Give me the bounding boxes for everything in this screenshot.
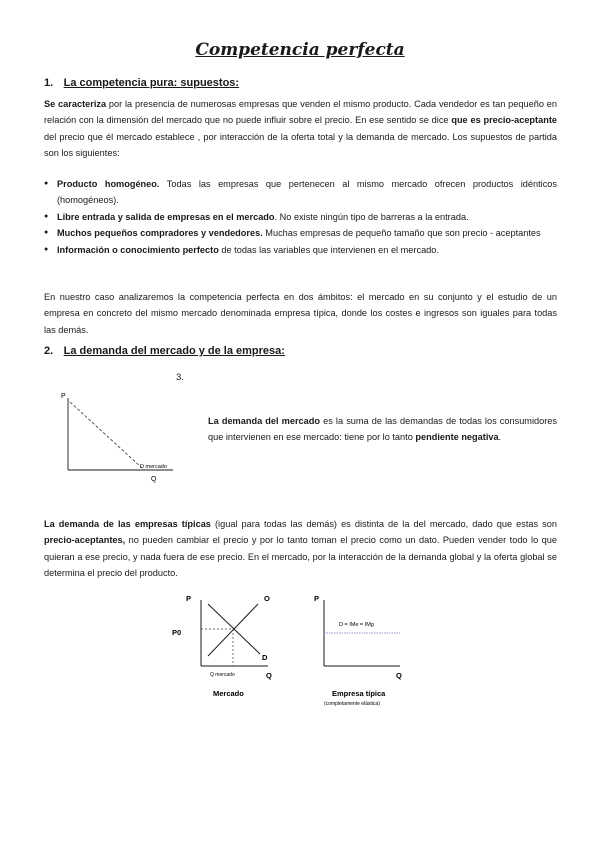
bold-phrase: Se caracteriza — [44, 99, 107, 109]
subcaption-empresa: (completamente elástica) — [324, 701, 380, 707]
item-bold: Libre entrada y salida de empresas en el mercado — [57, 211, 275, 222]
firm-demand-graph — [308, 590, 420, 710]
item-text: . No existe ningún tipo de barreras a la entrada. — [274, 211, 469, 222]
o-label: O — [264, 594, 270, 603]
assumptions-list — [44, 176, 557, 258]
section-1-closing: En nuestro caso analizaremos la competencia perfecta en dos ámbitos: el mercado en su conjunto y el estudio de un empresa en concreto del mismo mercado denominada empresa típica, donde los costes e ingresos son iguales para todas las demás. — [44, 292, 557, 335]
q-label: Q — [396, 671, 402, 680]
firm-demand-paragraph — [44, 516, 557, 582]
list-marker: 3. — [176, 372, 184, 383]
demand-curve — [70, 402, 142, 468]
p-label: P — [186, 594, 192, 603]
demand-curve — [208, 604, 260, 654]
section-1-number: 1. — [44, 77, 54, 89]
section-1-title: La competencia pura: supuestos: — [63, 77, 240, 89]
section-1-paragraph — [44, 96, 557, 162]
demand-line-label: D = IMe = IMg — [339, 622, 374, 628]
q-mercado-label: Q mercado — [210, 672, 235, 678]
list-item — [44, 176, 557, 209]
item-bold: Información o conocimiento perfecto — [57, 244, 219, 255]
q-label: Q — [151, 476, 157, 483]
p-label: P — [314, 594, 320, 603]
section-2-number: 2. — [44, 345, 54, 357]
page-title: Competencia perfecta — [195, 40, 405, 60]
bold-phrase: precio-aceptantes, — [44, 535, 126, 546]
caption-empresa: Empresa típica — [332, 689, 386, 698]
text-run: (igual para todas las demás) es distinta de la del mercado, dado que estas son — [210, 519, 557, 529]
market-equilibrium-graph — [168, 590, 283, 702]
caption-mercado: Mercado — [213, 689, 244, 698]
q-label: Q — [266, 671, 272, 680]
bold-phrase: que es precio-aceptante — [451, 115, 557, 126]
list-item — [44, 242, 557, 258]
item-text: Todas las empresas que pertenecen al mismo mercado ofrecen productos idénticos (homogéneos). — [57, 179, 557, 206]
item-bold: Muchos pequeños compradores y vendedores. — [57, 228, 263, 239]
section-1-heading — [44, 73, 239, 91]
market-demand-graph — [58, 388, 188, 484]
text-run: no pueden cambiar el precio y por lo tanto toman el precio como un dato. Pueden vender todo lo que quieran a ese precio, y nada fuera de ese precio. En el mercado, por la interacción de la demanda global y la oferta global se determina el precio del producto. — [44, 535, 557, 579]
section-2-heading — [44, 341, 285, 359]
text-run: . — [498, 432, 502, 443]
list-item — [44, 225, 557, 241]
item-text: de todas las variables que intervienen en el mercado. — [218, 244, 439, 255]
p0-label: P0 — [172, 628, 182, 637]
curve-label: D mercado — [140, 464, 167, 470]
p-label: P — [61, 393, 66, 400]
bold-phrase: La demanda del mercado — [208, 416, 320, 426]
text-run: es la suma de las demandas de todas los consumidores que intervienen en ese mercado: tiene por lo tanto — [208, 416, 557, 443]
bold-phrase: La demanda de las empresas típicas — [44, 519, 211, 529]
section-2-title: La demanda del mercado y de la empresa: — [63, 345, 285, 357]
item-text: Muchas empresas de pequeño tamaño que son precio - aceptantes — [262, 228, 541, 239]
text-run: por la presencia de numerosas empresas que venden el mismo producto. Cada vendedor es tan pequeño en relación con la dimensión del mercado que no puede influir sobre el precio. En ese sentido se dice — [44, 99, 557, 126]
item-bold: Producto homogéneo. — [57, 179, 160, 189]
bold-phrase: pendiente negativa — [415, 432, 499, 443]
market-demand-paragraph — [208, 413, 557, 446]
d-label: D — [262, 653, 268, 662]
list-item — [44, 209, 557, 225]
text-run: del precio que él mercado establece , por interacción de la oferta total y la demanda de mercado. Los supuestos de partida son los siguientes: — [44, 131, 557, 159]
